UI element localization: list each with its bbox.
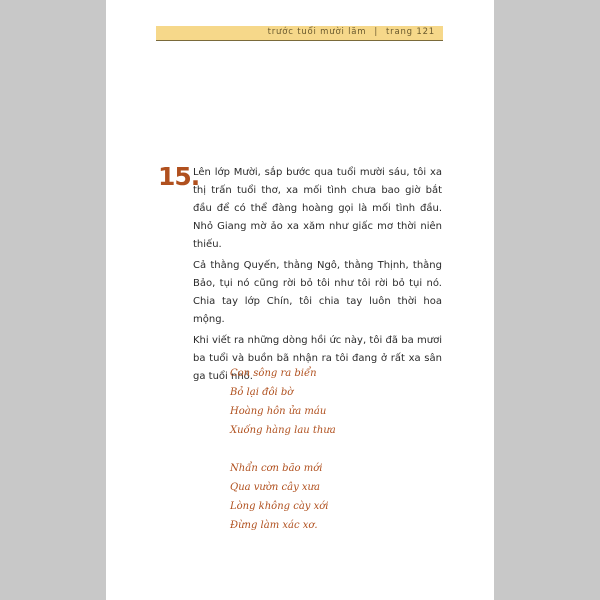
poem-line: Nhẩn cơn bão mới xyxy=(230,463,323,474)
poem xyxy=(230,364,450,554)
poem-line: Xuống hàng lau thưa xyxy=(230,425,336,436)
header-page-number: trang 121 xyxy=(386,27,435,37)
poem-line: Hoàng hôn ửa máu xyxy=(230,406,327,417)
header-separator: | xyxy=(374,27,379,37)
poem-line: Lòng không cày xới xyxy=(230,501,329,512)
paragraph: Cả thằng Quyến, thằng Ngô, thằng Thịnh, thằng Bảo, tụi nó cũng rời bỏ tôi như tôi rời bỏ tụi nó. Chia tay lớp Chín, tôi chia tay luôn thời hoa mộng. xyxy=(193,260,442,325)
poem-line: Bỏ lại đôi bờ xyxy=(230,387,294,398)
poem-line: Qua vườn cây xưa xyxy=(230,482,320,493)
poem-stanza xyxy=(230,364,450,440)
poem-line: Con sông ra biển xyxy=(230,368,317,379)
book-page xyxy=(106,0,494,600)
running-header xyxy=(156,26,443,41)
poem-line: Đừng làm xác xơ. xyxy=(230,520,318,531)
header-book-title: trước tuổi mười lăm xyxy=(267,27,367,37)
poem-stanza xyxy=(230,459,450,535)
chapter-body xyxy=(193,164,442,389)
header-text xyxy=(268,27,435,37)
paragraph: Lên lớp Mười, sắp bước qua tuổi mười sáu, tôi xa thị trấn tuổi thơ, xa mối tình chưa bao giờ bắt đầu để có thể đàng hoàng gọi là mối tình đầu. Nhỏ Giang mờ ảo xa xăm như giấc mơ thời niên thiếu. xyxy=(193,167,442,250)
chapter-number: 15. xyxy=(158,162,200,191)
paragraph: Khi viết ra những dòng hồi ức này, tôi đã ba mươi ba tuổi và buồn bã nhận ra tôi đang ở rất xa sân ga tuổi nhỏ. xyxy=(193,335,442,382)
